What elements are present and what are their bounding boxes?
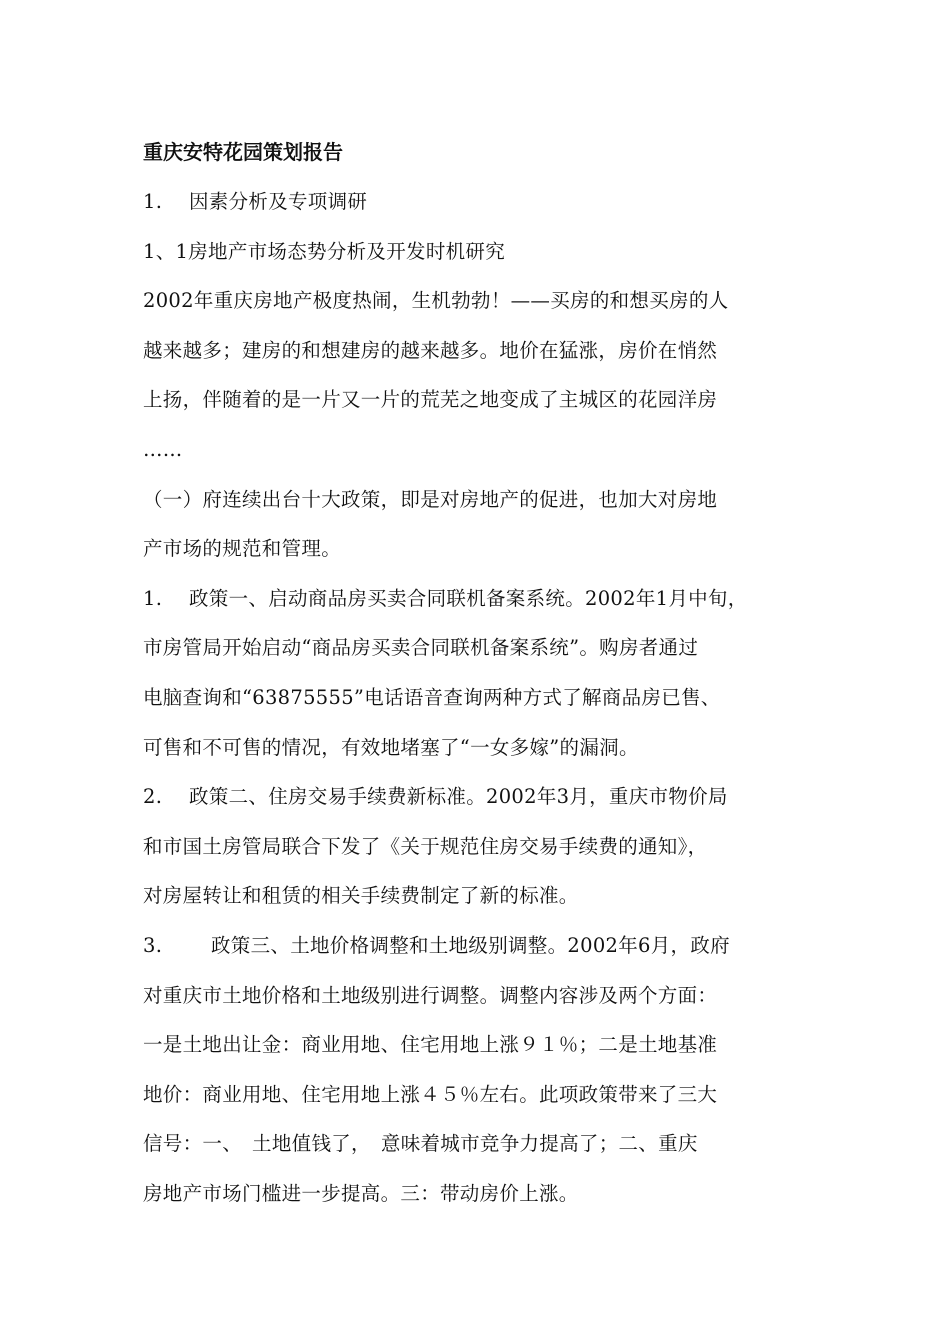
heading-number: 1. xyxy=(143,190,163,213)
paragraph-line: 产市场的规范和管理。 xyxy=(143,537,342,561)
paragraph-line: 信号：一、 土地值钱了， 意味着城市竞争力提高了；二、重庆 xyxy=(143,1132,698,1156)
list-text: 政策三、土地价格调整和土地级别调整。2002年6月，政府 xyxy=(211,933,730,957)
paragraph-line: 可售和不可售的情况，有效地堵塞了“一女多嫁”的漏洞。 xyxy=(143,735,639,759)
list-text: 政策一、启动商品房买卖合同联机备案系统。2002年1月中旬， xyxy=(189,586,748,610)
paragraph-line: 一是土地出让金：商业用地、住宅用地上涨９１％；二是土地基准 xyxy=(143,1033,718,1057)
list-item-first-line xyxy=(143,772,813,822)
paragraph-line: 越来越多；建房的和想建房的越来越多。地价在猛涨，房价在悄然 xyxy=(143,338,718,362)
paragraph-line: 2002年重庆房地产极度热闹，生机勃勃！——买房的和想买房的人 xyxy=(143,289,729,313)
policy-two-item xyxy=(143,772,813,921)
heading-level-1 xyxy=(143,177,813,227)
document-title: 重庆安特花园策划报告 xyxy=(143,140,343,164)
paragraph-line: 对房屋转让和租赁的相关手续费制定了新的标准。 xyxy=(143,884,579,908)
paragraph-line: 房地产市场门槛进一步提高。三：带动房价上涨。 xyxy=(143,1181,579,1205)
list-number: 3. xyxy=(143,933,163,957)
paragraph-line: …… xyxy=(143,437,183,461)
list-text: 政策二、住房交易手续费新标准。2002年3月，重庆市物价局 xyxy=(189,785,728,809)
paragraph-line: （一）府连续出台十大政策，即是对房地产的促进，也加大对房地 xyxy=(143,487,718,511)
document-body xyxy=(143,130,813,1218)
policy-one-item xyxy=(143,574,813,772)
policy-three-item xyxy=(143,921,813,1219)
list-item-first-line xyxy=(143,921,813,971)
paragraph-line: 和市国土房管局联合下发了《关于规范住房交易手续费的通知》， xyxy=(143,834,708,858)
list-number: 1. xyxy=(143,586,163,610)
list-number: 2. xyxy=(143,785,163,809)
section-one-paragraph xyxy=(143,475,813,574)
paragraph-line: 电脑查询和“63875555”电话语音查询两种方式了解商品房已售、 xyxy=(143,685,721,709)
paragraph-line: 上扬，伴随着的是一片又一片的荒芜之地变成了主城区的花园洋房 xyxy=(143,388,718,412)
paragraph-line: 对重庆市土地价格和土地级别进行调整。调整内容涉及两个方面： xyxy=(143,983,718,1007)
paragraph-line: 地价：商业用地、住宅用地上涨４５％左右。此项政策带来了三大 xyxy=(143,1082,718,1106)
intro-paragraph xyxy=(143,276,813,474)
heading-level-2: 1、1房地产市场态势分析及开发时机研究 xyxy=(143,239,506,263)
list-item-first-line xyxy=(143,574,813,624)
heading-text: 因素分析及专项调研 xyxy=(189,190,368,213)
paragraph-line: 市房管局开始启动“商品房买卖合同联机备案系统”。购房者通过 xyxy=(143,636,699,660)
